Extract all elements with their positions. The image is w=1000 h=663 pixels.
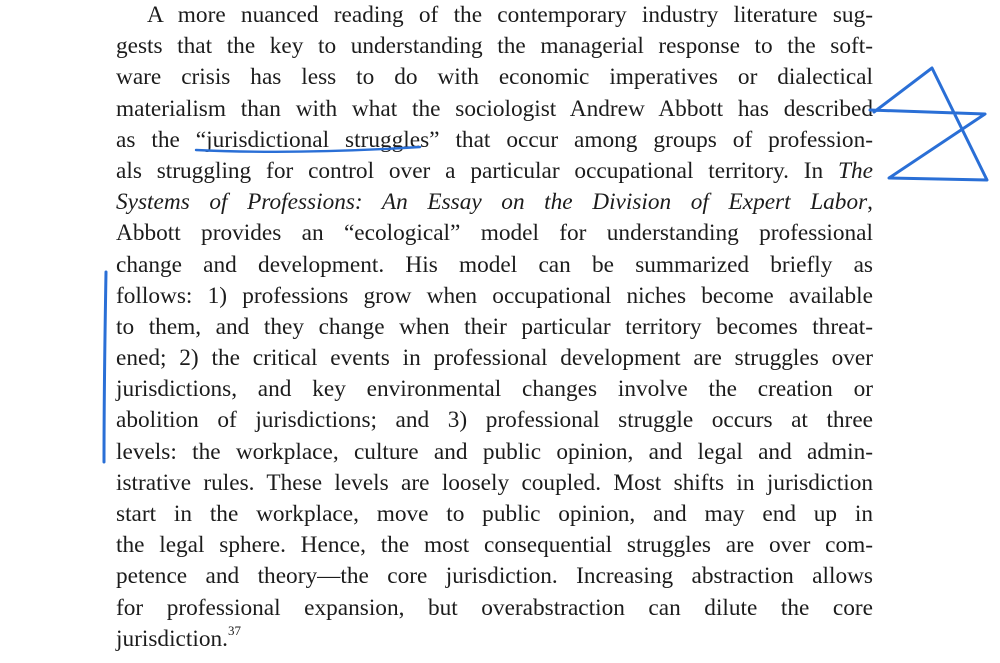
book-title-italic: Systems of Professions: An Essay on the Division of Expert Labor	[116, 189, 868, 216]
text-line-10: follows: 1) professions grow when occupational niches become available	[116, 282, 873, 309]
text-line-1: A more nuanced reading of the contemporary industry literature sug-	[147, 2, 873, 28]
star-mark	[870, 68, 987, 180]
text-line-16: istrative rules. These levels are loosely coupled. Most shifts in jurisdiction	[116, 469, 873, 496]
text-line-18: the legal sphere. Hence, the most consequential struggles are over com-	[116, 532, 873, 559]
text-line-7	[116, 187, 873, 218]
text-line-19: petence and theory—the core jurisdiction. Increasing abstraction allows	[116, 563, 873, 590]
text-line-6	[116, 156, 873, 187]
margin-bar-mark	[104, 272, 106, 462]
text-line-5	[116, 125, 873, 156]
text-line-2: gests that the key to understanding the managerial response to the soft-	[116, 33, 873, 60]
body-paragraph	[116, 0, 873, 655]
text-segment: ,	[867, 189, 873, 216]
text-segment: s” that occur among groups of profession-	[420, 126, 873, 153]
underlined-phrase: “jurisdictional struggle	[195, 126, 421, 153]
book-title-italic: The	[838, 157, 873, 184]
text-line-12: ened; 2) the critical events in professional development are struggles over	[116, 345, 873, 372]
footnote-reference: 37	[227, 622, 241, 638]
text-line-14: abolition of jurisdictions; and 3) professional struggle occurs at three	[116, 407, 873, 434]
text-line-11: to them, and they change when their particular territory becomes threat-	[116, 313, 873, 340]
text-segment: as the	[116, 126, 196, 153]
text-line-9: change and development. His model can be summarized briefly as	[116, 251, 873, 278]
text-line-13: jurisdictions, and key environmental changes involve the creation or	[116, 376, 873, 403]
text-line-8: Abbott provides an “ecological” model for understanding professional	[116, 220, 873, 247]
text-segment: jurisdiction.	[116, 625, 228, 652]
text-line-15: levels: the workplace, culture and public opinion, and legal and admin-	[116, 438, 873, 465]
text-line-21	[116, 624, 873, 655]
text-line-17: start in the workplace, move to public opinion, and may end up in	[116, 501, 873, 527]
text-line-4: materialism than with what the sociologist Andrew Abbott has described	[116, 95, 873, 122]
text-segment: als struggling for control over a particular occupational territory. In	[116, 157, 839, 184]
text-line-3: ware crisis has less to do with economic imperatives or dialectical	[116, 64, 873, 91]
text-line-20: for professional expansion, but overabstraction can dilute the core	[116, 594, 873, 621]
